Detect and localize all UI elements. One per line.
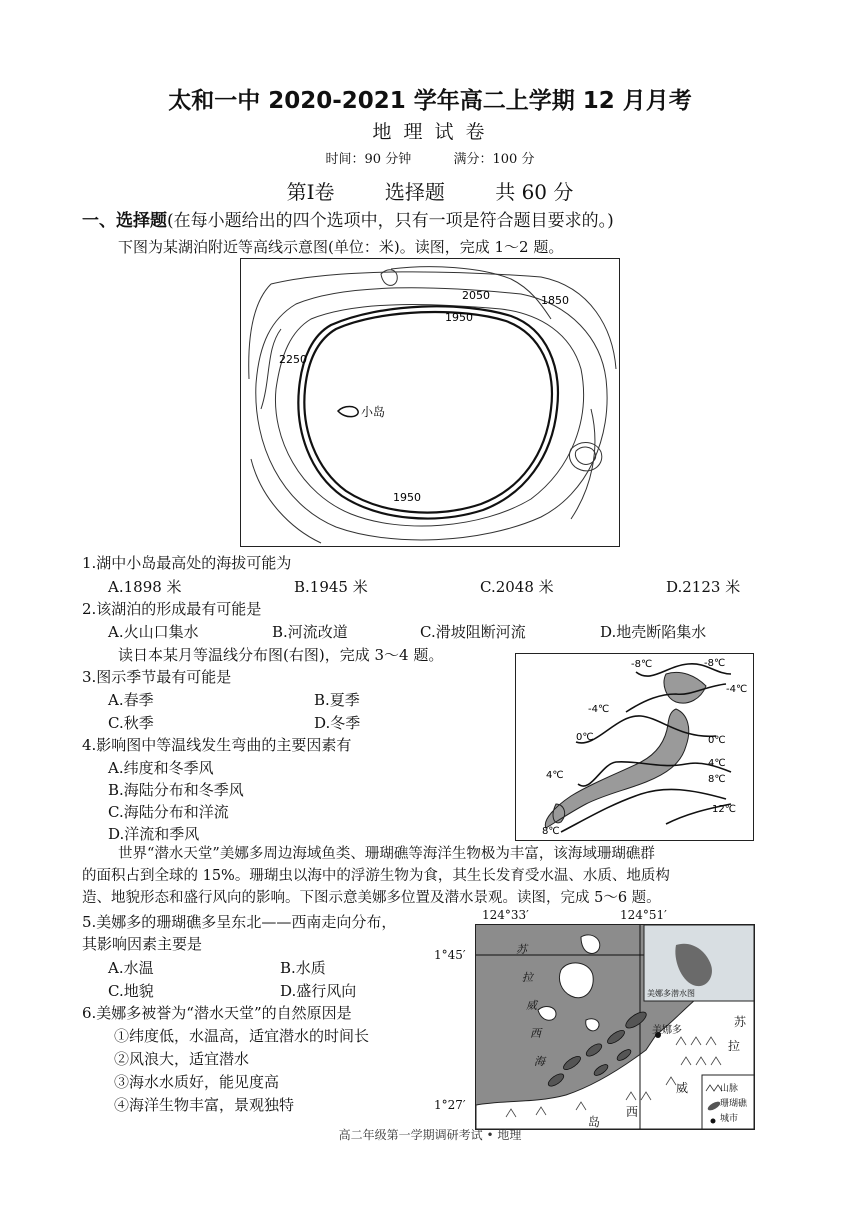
exam-title: 太和一中 2020-2021 学年高二上学期 12 月月考 — [168, 88, 692, 114]
q5-stem-line-1: 5.美娜多的珊瑚礁多呈东北——西南走向分布， — [82, 913, 397, 931]
legend-city-label: 城市 — [720, 1114, 739, 1124]
iso-label-8-left: 8℃ — [542, 826, 560, 837]
photo-caption: 美娜多潜水图 — [647, 989, 695, 998]
contour-map — [240, 258, 620, 547]
instructions-text: (在每小题给出的四个选项中，只有一项是符合题目要求的。) — [167, 211, 614, 231]
isotherm-map — [515, 653, 754, 841]
iso-label-minus8-left: -8℃ — [631, 659, 653, 670]
q2-option-d[interactable]: D.地壳断陷集水 — [600, 623, 707, 641]
q5-option-c[interactable]: C.地貌 — [108, 982, 154, 1000]
iso-label-4-left: 4℃ — [546, 770, 564, 781]
intro-2: 读日本某月等温线分布图(右图)，完成 3～4 题。 — [118, 646, 444, 664]
lat-label-1: 1°45′ — [434, 948, 466, 962]
intro-1: 下图为某湖泊附近等高线示意图(单位：米)。读图，完成 1～2 题。 — [118, 238, 564, 256]
section-type: 选择题 — [384, 180, 445, 204]
q3-stem: 3.图示季节最有可能是 — [82, 668, 232, 686]
manado-map — [475, 924, 755, 1130]
iso-label-0-right: 0℃ — [708, 735, 726, 746]
lon-label-2: 124°51′ — [620, 908, 667, 922]
q5-option-b[interactable]: B.水质 — [280, 959, 326, 977]
contour-map-svg — [241, 259, 619, 546]
iso-label-minus8-right: -8℃ — [704, 658, 726, 669]
q1-option-a[interactable]: A.1898 米 — [108, 578, 182, 596]
q1-stem: 1.湖中小岛最高处的海拔可能为 — [82, 554, 292, 572]
sea-char-1: 苏 — [516, 943, 527, 956]
lat-label-2: 1°27′ — [434, 1098, 466, 1112]
iso-label-8-right: 8℃ — [708, 774, 726, 785]
instructions — [82, 206, 614, 231]
q5-option-d[interactable]: D.盛行风向 — [280, 982, 357, 1000]
passage-line-1: 世界“潜水天堂”美娜多周边海域鱼类、珊瑚礁等海洋生物极为丰富，该海域珊瑚礁群 — [118, 846, 655, 862]
exam-score: 满分：100 分 — [453, 152, 535, 167]
iso-label-12: 12℃ — [712, 804, 736, 815]
exam-subject: 地 理 试 卷 — [372, 121, 488, 143]
city-label: 美娜多 — [652, 1025, 682, 1036]
section-points: 共 60 分 — [495, 180, 574, 204]
section-heading — [0, 176, 860, 205]
q3-option-c[interactable]: C.秋季 — [108, 714, 154, 732]
q3-option-b[interactable]: B.夏季 — [314, 691, 360, 709]
legend-city-icon — [711, 1119, 716, 1124]
q2-option-a[interactable]: A.火山口集水 — [108, 623, 199, 641]
contour-label-2250: 2250 — [279, 353, 307, 366]
q4-option-d[interactable]: D.洋流和季风 — [108, 825, 200, 843]
sea-char-5: 海 — [534, 1055, 545, 1068]
q4-option-b[interactable]: B.海陆分布和冬季风 — [108, 781, 244, 799]
q6-option-3[interactable]: ③海水水质好，能见度高 — [114, 1073, 280, 1091]
iso-label-0-left: 0℃ — [576, 732, 594, 743]
page-footer: 高二年级第一学期调研考试 • 地理 — [338, 1128, 522, 1142]
passage-line-2: 的面积占到全球的 15%。珊瑚虫以海中的浮游生物为食，其生长发育受水温、水质、地质构 — [82, 868, 670, 884]
legend-mountain-label: 山脉 — [720, 1084, 739, 1094]
land-char-3: 威 — [676, 1081, 689, 1095]
q1-option-d[interactable]: D.2123 米 — [666, 578, 741, 596]
sea-char-4: 西 — [530, 1027, 541, 1040]
q2-option-c[interactable]: C.滑坡阻断河流 — [420, 623, 526, 641]
q6-stem: 6.美娜多被誉为“潜水天堂”的自然原因是 — [82, 1004, 352, 1022]
land-char-1: 苏 — [734, 1015, 747, 1029]
q4-stem: 4.影响图中等温线发生弯曲的主要因素有 — [82, 736, 352, 754]
q5-stem-line-2: 其影响因素主要是 — [82, 935, 203, 953]
iso-label-minus4-right: -4℃ — [726, 684, 748, 695]
q6-option-2[interactable]: ②风浪大，适宜潜水 — [114, 1050, 250, 1068]
iso-label-minus4-left: -4℃ — [588, 704, 610, 715]
contour-label-1950-bottom: 1950 — [393, 491, 421, 504]
lon-label-1: 124°33′ — [482, 908, 529, 922]
contour-label-1950-top: 1950 — [445, 311, 473, 324]
q3-option-d[interactable]: D.冬季 — [314, 714, 361, 732]
q6-option-4[interactable]: ④海洋生物丰富，景观独特 — [114, 1096, 295, 1114]
island-label: 小岛 — [361, 405, 386, 419]
q2-option-b[interactable]: B.河流改道 — [272, 623, 348, 641]
q1-option-b[interactable]: B.1945 米 — [294, 578, 368, 596]
q4-option-c[interactable]: C.海陆分布和洋流 — [108, 803, 229, 821]
land-char-5: 岛 — [588, 1115, 601, 1129]
exam-meta — [0, 148, 860, 167]
q5-option-a[interactable]: A.水温 — [108, 959, 154, 977]
iso-label-4-right: 4℃ — [708, 758, 726, 769]
japan-landmass — [545, 672, 706, 828]
contour-label-1850: 1850 — [541, 294, 569, 307]
instructions-label: 一、选择题 — [82, 211, 167, 231]
sea-char-2: 拉 — [522, 971, 533, 984]
passage-line-3: 造、地貌形态和盛行风向的影响。下图示意美娜多位置及潜水景观。读图，完成 5～6 题。 — [82, 890, 661, 906]
q1-option-c[interactable]: C.2048 米 — [480, 578, 554, 596]
land-char-2: 拉 — [728, 1039, 741, 1053]
manado-map-area — [430, 908, 760, 1130]
land-char-4: 西 — [626, 1105, 639, 1119]
contour-label-2050: 2050 — [462, 289, 490, 302]
q6-option-1[interactable]: ①纬度低，水温高，适宜潜水的时间长 — [114, 1027, 370, 1045]
q4-option-a[interactable]: A.纬度和冬季风 — [108, 759, 214, 777]
section-part: 第Ⅰ卷 — [286, 180, 335, 204]
legend-coral-label: 珊瑚礁 — [720, 1099, 748, 1109]
exam-time: 时间：90 分钟 — [325, 152, 412, 167]
island-contour — [338, 407, 358, 417]
isotherm-map-svg — [516, 654, 753, 840]
sea-char-3: 威 — [526, 999, 537, 1012]
q2-stem: 2.该湖泊的形成最有可能是 — [82, 600, 262, 618]
q3-option-a[interactable]: A.春季 — [108, 691, 154, 709]
